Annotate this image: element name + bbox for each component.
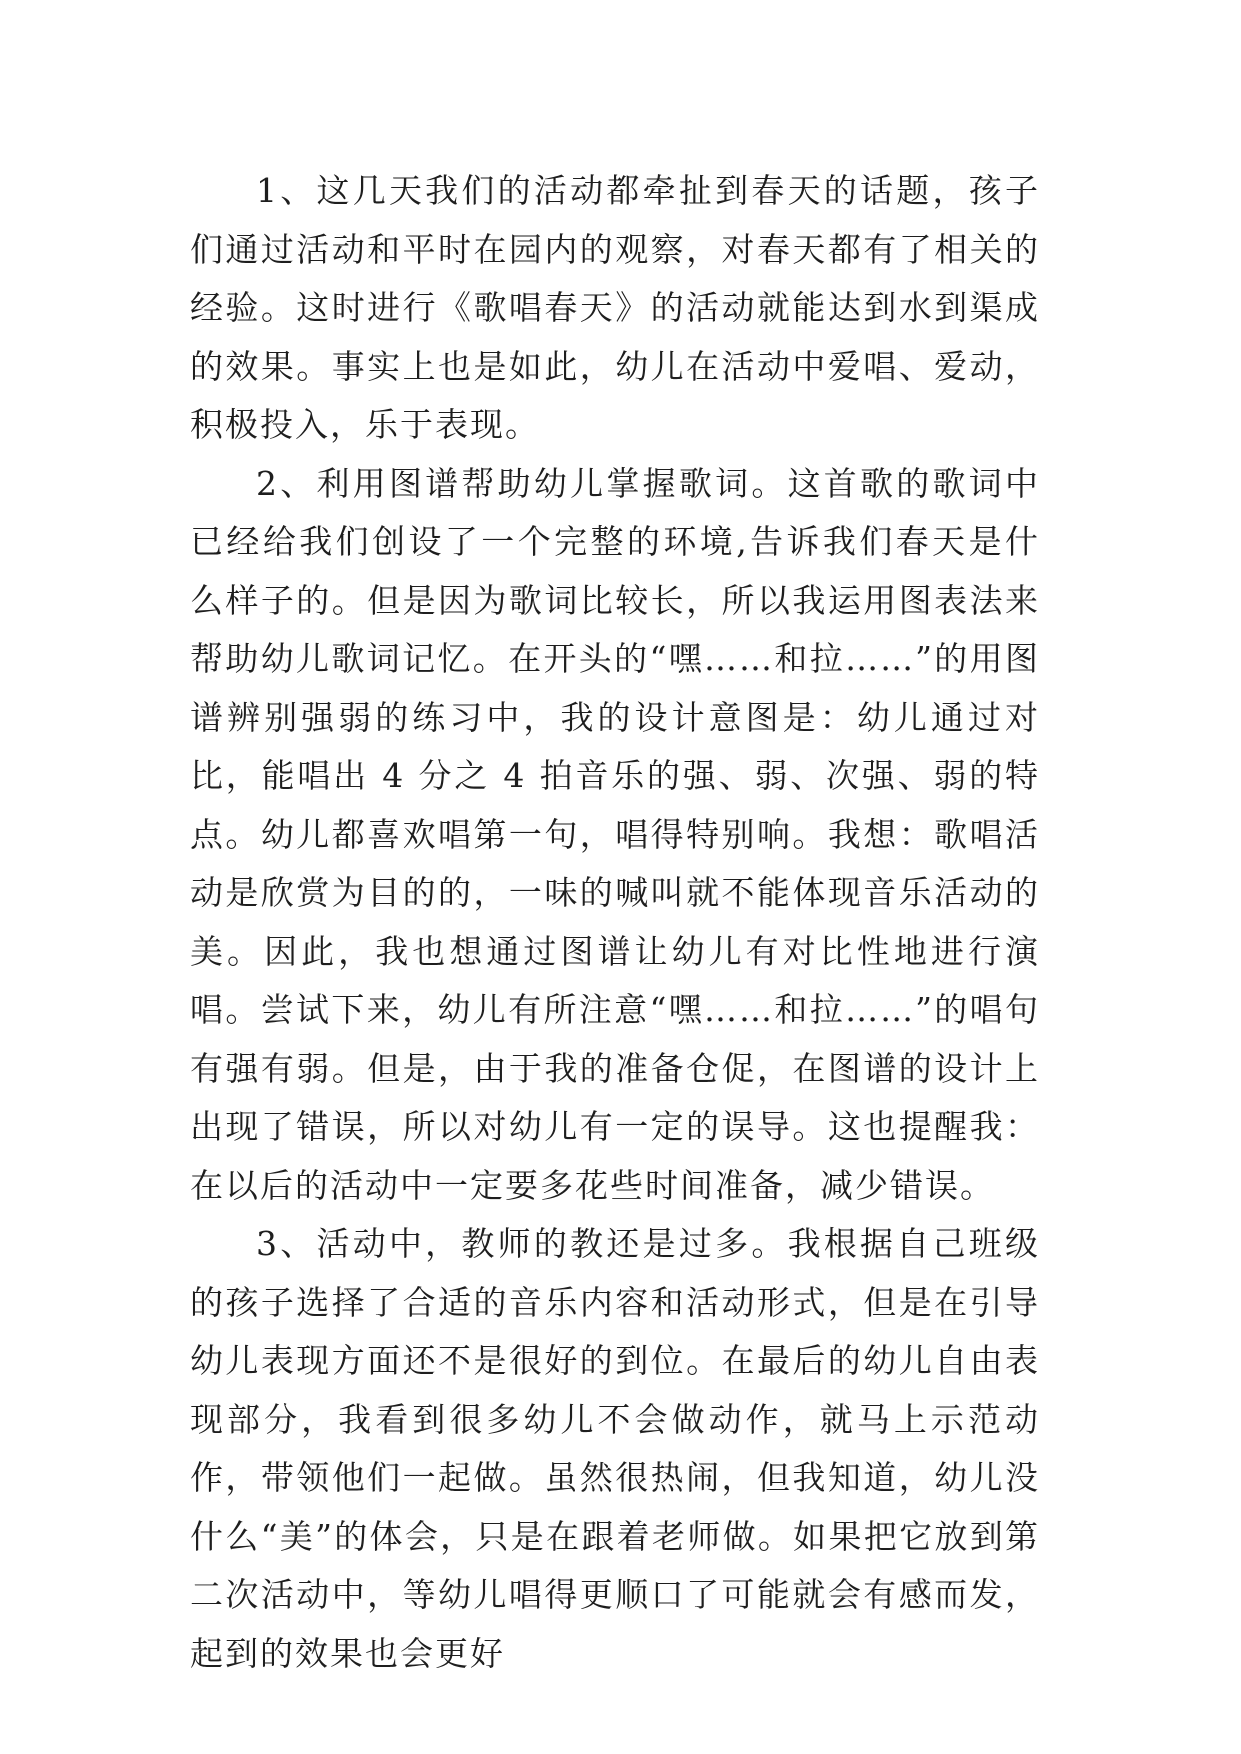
paragraph-2: 2、利用图谱帮助幼儿掌握歌词。这首歌的歌词中已经给我们创设了一个完整的环境,告诉我们春天是什么样子的。但是因为歌词比较长，所以我运用图表法来帮助幼儿歌词记忆。在开头的“嘿……和拉……”的用图谱辨别强弱的练习中，我的设计意图是：幼儿通过对比，能唱出 4 分之 4 拍音乐的强、弱、次强、弱的特点。幼儿都喜欢唱第一句，唱得特别响。我想：歌唱活动是欣赏为目的的，一味的喊叫就不能体现音乐活动的美。因此，我也想通过图谱让幼儿有对比性地进行演唱。尝试下来，幼儿有所注意“嘿……和拉……”的唱句有强有弱。但是，由于我的准备仓促，在图谱的设计上出现了错误，所以对幼儿有一定的误导。这也提醒我：在以后的活动中一定要多花些时间准备，减少错误。	[190, 463, 1040, 1205]
paragraph-1: 1、这几天我们的活动都牵扯到春天的话题，孩子们通过活动和平时在园内的观察，对春天都有了相关的经验。这时进行《歌唱春天》的活动就能达到水到渠成的效果。事实上也是如此，幼儿在活动中爱唱、爱动，积极投入，乐于表现。	[190, 171, 1040, 444]
document-body	[190, 162, 1040, 1683]
paragraph-3: 3、活动中，教师的教还是过多。我根据自己班级的孩子选择了合适的音乐内容和活动形式，但是在引导幼儿表现方面还不是很好的到位。在最后的幼儿自由表现部分，我看到很多幼儿不会做动作，就马上示范动作，带领他们一起做。虽然很热闹，但我知道，幼儿没什么“美”的体会，只是在跟着老师做。如果把它放到第二次活动中，等幼儿唱得更顺口了可能就会有感而发，起到的效果也会更好	[190, 1224, 1040, 1673]
